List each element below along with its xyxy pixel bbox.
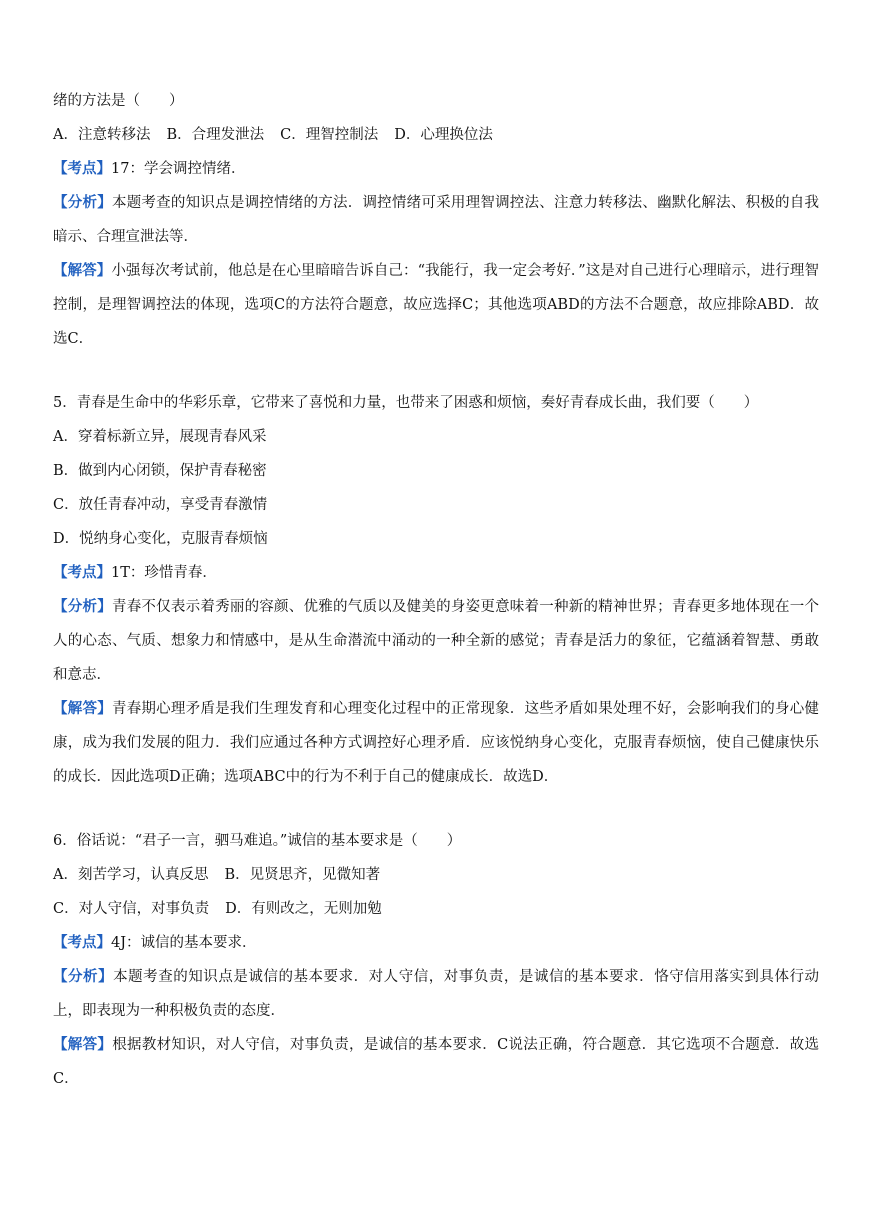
q6-option-c: C．对人守信，对事负责	[53, 901, 210, 917]
q6-option-a: A．刻苦学习，认真反思	[53, 867, 209, 883]
q6-kaodian	[53, 926, 819, 960]
q5-option-c: C．放任青春冲动，享受青春激情	[53, 497, 268, 513]
q6-fenxi	[53, 960, 819, 1028]
q5-jieda-text: 青春期心理矛盾是我们生理发育和心理变化过程中的正常现象．这些矛盾如果处理不好，会影响我们的身心健康，成为我们发展的阻力．我们应通过各种方式调控好心理矛盾．应该悦纳身心变化，克服青春烦恼，使自己健康快乐的成长．因此选项D正确；选项ABC中的行为不利于自己的健康成长．故选D．	[53, 701, 820, 785]
q4-stem-tail: 绪的方法是（ ）	[53, 93, 184, 109]
q4-fenxi-text: 本题考查的知识点是调控情绪的方法．调控情绪可采用理智调控法、注意力转移法、幽默化解法、积极的自我暗示、合理宣泄法等．	[53, 195, 820, 245]
q6-option-d: D．有则改之，无则加勉	[225, 901, 382, 917]
q6-jieda	[53, 1028, 819, 1096]
q5-stem: 5．青春是生命中的华彩乐章，它带来了喜悦和力量，也带来了困惑和烦恼，奏好青春成长曲，我们要（ ）	[53, 395, 759, 411]
spacer	[53, 356, 819, 386]
q5-jieda	[53, 692, 819, 794]
q5-fenxi-text: 青春不仅表示着秀丽的容颜、优雅的气质以及健美的身姿更意味着一种新的精神世界；青春更多地体现在一个人的心态、气质、想象力和情感中，是从生命潜流中涌动的一种全新的感觉；青春是活力的象征，它蕴涵着智慧、勇敢和意志．	[53, 599, 820, 683]
q6-fenxi-text: 本题考查的知识点是诚信的基本要求．对人守信，对事负责，是诚信的基本要求．恪守信用落实到具体行动上，即表现为一种积极负责的态度．	[53, 969, 820, 1019]
jieda-tag: 【解答】	[53, 1037, 113, 1053]
jieda-tag: 【解答】	[53, 701, 112, 717]
q5-fenxi	[53, 590, 819, 692]
q5-option-d: D．悦纳身心变化，克服青春烦恼	[53, 531, 268, 547]
kaodian-tag: 【考点】	[53, 935, 111, 951]
kaodian-tag: 【考点】	[53, 565, 111, 581]
q4-option-b: B．合理发泄法	[166, 127, 265, 143]
kaodian-tag: 【考点】	[53, 161, 111, 177]
q4-options	[53, 118, 819, 152]
fenxi-tag: 【分析】	[53, 969, 114, 985]
q4-kaodian	[53, 152, 819, 186]
document-page	[53, 84, 819, 1096]
q5-kaodian-text: 1T：珍惜青春．	[111, 565, 217, 581]
q5-option-b: B．做到内心闭锁，保护青春秘密	[53, 463, 267, 479]
q6-options-row-1	[53, 858, 819, 892]
q4-option-d: D．心理换位法	[394, 127, 493, 143]
spacer	[53, 794, 819, 824]
q5-kaodian	[53, 556, 819, 590]
jieda-tag: 【解答】	[53, 263, 112, 279]
q4-option-c: C．理智控制法	[280, 127, 379, 143]
fenxi-tag: 【分析】	[53, 195, 112, 211]
q4-jieda-text: 小强每次考试前，他总是在心里暗暗告诉自己：“我能行，我一定会考好．”这是对自己进行心理暗示，进行理智控制，是理智调控法的体现，选项C的方法符合题意，故应选择C；其他选项ABD的方法不合题意，故应排除ABD．故选C．	[53, 263, 820, 347]
q6-kaodian-text: 4J：诚信的基本要求．	[111, 935, 257, 951]
q5-option-a: A．穿着标新立异，展现青春风采	[53, 429, 267, 445]
q6-option-b: B．见贤思齐，见微知著	[224, 867, 381, 883]
q6-jieda-text: 根据教材知识，对人守信，对事负责，是诚信的基本要求．C说法正确，符合题意．其它选项不合题意．故选C．	[53, 1037, 820, 1087]
q6-stem: 6．俗话说：“君子一言，驷马难追。”诚信的基本要求是（ ）	[53, 833, 462, 849]
q4-fenxi	[53, 186, 819, 254]
q4-option-a: A．注意转移法	[53, 127, 151, 143]
q4-kaodian-text: 17：学会调控情绪．	[111, 161, 246, 177]
q4-jieda	[53, 254, 819, 356]
fenxi-tag: 【分析】	[53, 599, 112, 615]
q6-options-row-2	[53, 892, 819, 926]
